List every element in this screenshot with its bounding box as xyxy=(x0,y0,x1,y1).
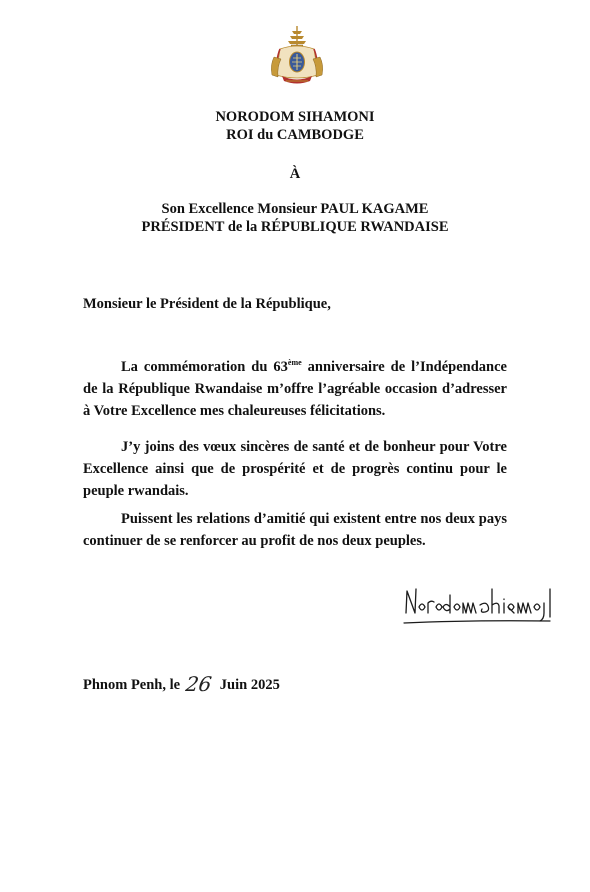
sender-name: NORODOM SIHAMONI xyxy=(215,109,375,125)
place-and-date xyxy=(83,674,280,695)
sender-title: ROI du CAMBODGE xyxy=(226,127,364,143)
body-paragraph-3: Puissent les relations d’amitié qui existent entre nos deux pays continuer de se renforcer au profit de nos deux peuples. xyxy=(83,511,507,549)
body-paragraph-1 xyxy=(83,356,507,422)
handwritten-day: 26 xyxy=(184,672,213,696)
recipient-name: Son Excellence Monsieur PAUL KAGAME xyxy=(161,201,429,217)
recipient-title: PRÉSIDENT de la RÉPUBLIQUE RWANDAISE xyxy=(141,219,449,235)
addressee-marker: À xyxy=(289,166,301,182)
ordinal-superscript: ème xyxy=(287,358,302,368)
body-paragraph-2: J’y joins des vœux sincères de santé et de bonheur pour Votre Excellence ainsi que de prospérité et de progrès continu pour le peuple rwandais. xyxy=(83,439,507,499)
paragraph-1-start: La commémoration du 63 xyxy=(121,359,288,375)
place-prefix: Phnom Penh, le xyxy=(83,677,181,693)
handwritten-signature xyxy=(400,583,555,631)
royal-coat-of-arms-icon xyxy=(262,25,332,87)
paragraph-1-rest: anniversaire de l’Indépendance de la République Rwandaise m’offre l’agréable occasion d’adresser à Votre Excellence mes chaleureuses félicitations. xyxy=(83,359,507,419)
salutation: Monsieur le Président de la République, xyxy=(83,296,331,312)
month-year: Juin 2025 xyxy=(219,677,280,693)
